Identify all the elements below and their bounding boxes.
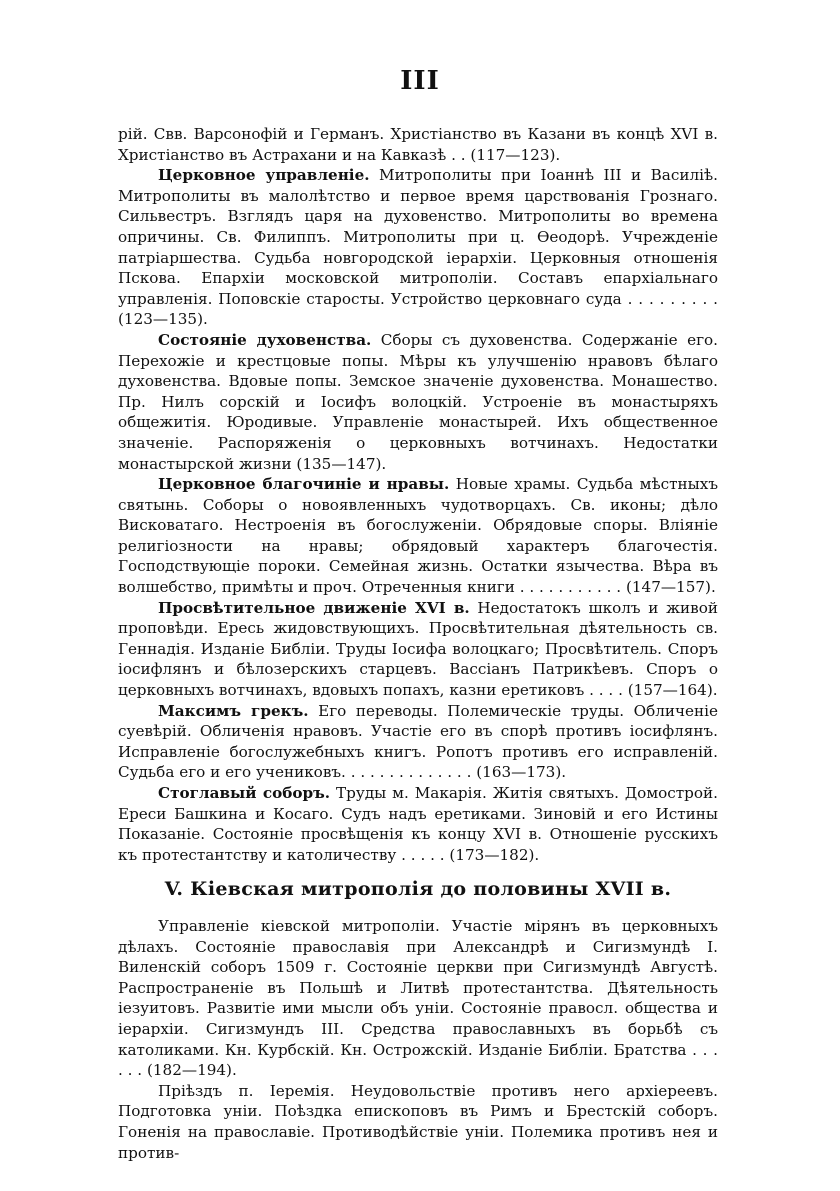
toc-paragraph bbox=[118, 124, 718, 165]
paragraph-text: Недостатокъ школъ и живой проповѣди. Ересь жидовствующихъ. Просвѣтительная дѣятельность св. Геннадія. Изданіе Библіи. Труды Іосифа волоцкаго; Просвѣтитель. Споръ іосифлянъ и бѣлозерскихъ старцевъ. Вассіанъ Патрикѣевъ. Споръ о церковныхъ вотчинахъ, вдовыхъ попахъ, казни еретиковъ . . . . bbox=[118, 598, 718, 700]
paragraph-text: Его переводы. Полемическіе труды. Обличеніе суевѣрій. Обличенія нравовъ. Участіе его въ спорѣ противъ іосифлянъ. Исправленіе богослужебныхъ книгъ. Ропотъ противъ его исправленій. Судьба его и его учениковъ. . . . . . . . . . . . . . bbox=[118, 701, 718, 782]
paragraph-text: Митрополиты при Іоаннѣ III и Василіѣ. Митрополиты въ малолѣтство и первое время царствованія Грознаго. Сильвестръ. Взглядъ царя на духовенство. Митрополиты во времена опричины. Св. Филиппъ. Митрополиты при ц. Өеодорѣ. Учрежденіе патріаршества. Судьба новгородской іерархіи. Церковныя отношенія Пскова. Епархіи московской митрополіи. Составъ епархіальнаго управленія. Поповскіе старосты. Устройство церковнаго суда . . . . . . . . . bbox=[118, 166, 718, 308]
table-of-contents bbox=[118, 124, 718, 1163]
toc-paragraph bbox=[118, 701, 718, 783]
paragraph-title: Максимъ грекъ. bbox=[158, 701, 309, 720]
toc-paragraph bbox=[118, 330, 718, 474]
page-range: (157—164). bbox=[627, 681, 718, 700]
toc-paragraph bbox=[118, 916, 718, 1081]
toc-paragraph bbox=[118, 1081, 718, 1163]
toc-paragraph bbox=[118, 598, 718, 701]
page-range: (117—123). bbox=[470, 145, 561, 164]
paragraph-title: Церковное благочиніе и нравы. bbox=[158, 475, 450, 494]
page-range: (163—173). bbox=[476, 763, 567, 782]
page-range: (135—147). bbox=[296, 454, 387, 473]
paragraph-title: Церковное управленіе. bbox=[158, 166, 370, 185]
paragraph-text: Новые храмы. Судьба мѣстныхъ святынь. Соборы о новоявленныхъ чудотворцахъ. Св. иконы; дѣло Висковатаго. Нестроенія въ богослуженіи. Обрядовые споры. Вліяніе религіозности на нравы; обрядовый характеръ благочестія. Господствующіе пороки. Семейная жизнь. Остатки язычества. Вѣра въ волшебство, примѣты и проч. Отреченныя книги . . . . . . . . . . . bbox=[118, 475, 718, 597]
paragraph-text: Управленіе кіевской митрополіи. Участіе мірянъ въ церковныхъ дѣлахъ. Состояніе православія при Александрѣ и Сигизмундѣ I. Виленскій соборъ 1509 г. Состояніе церкви при Сигизмундѣ Августѣ. Распространеніе въ Польшѣ и Литвѣ протестантства. Дѣятельность іезуитовъ. Развитіе ими мысли объ уніи. Состояніе правосл. общества и іерархіи. Сигизмундъ III. Средства православныхъ въ борьбѣ съ католиками. Кн. Курбскій. Кн. Острожскій. Изданіе Библіи. Братства . . . . . . bbox=[118, 916, 718, 1080]
paragraph-text: Сборы съ духовенства. Содержаніе его. Перехожіе и крестцовые попы. Мѣры къ улучшенію нравовъ бѣлаго духовенства. Вдовые попы. Земское значеніе духовенства. Монашество. Пр. Нилъ сорскій и Іосифъ волоцкій. Устроеніе въ монастыряхъ общежитія. Юродивые. Управленіе монастырей. Ихъ общественное значеніе. Распоряженія о церковныхъ вотчинахъ. Недостатки монастырской жизни bbox=[118, 330, 718, 473]
paragraph-text: Труды м. Макарія. Житія святыхъ. Домострой. Ереси Башкина и Косаго. Судъ надъ еретиками. Зиновій и его Истины Показаніе. Состояніе просвѣщенія къ концу XVI в. Отношеніе русскихъ къ протестантству и католичеству . . . . . bbox=[118, 784, 719, 864]
toc-paragraph bbox=[118, 474, 718, 598]
paragraph-text: Пріѣздъ п. Іеремія. Неудовольствіе противъ него архіереевъ. Подготовка уніи. Поѣздка епископовъ въ Римъ и Брестскій соборъ. Гоненія на православіе. Противодѣйствіе уніи. Полемика противъ нея и против- bbox=[118, 1081, 718, 1162]
paragraph-title: Просвѣтительное движеніе XVI в. bbox=[158, 598, 470, 617]
toc-paragraph bbox=[118, 165, 718, 330]
page-range: (123—135). bbox=[118, 310, 208, 329]
toc-paragraph bbox=[118, 783, 718, 865]
paragraph-text: рій. Свв. Варсонофій и Германъ. Христіанство въ Казани въ концѣ XVI в. Христіанство въ Астрахани и на Кавказѣ . . bbox=[118, 125, 718, 164]
page-range: (182—194). bbox=[146, 1061, 237, 1080]
paragraph-title: Стоглавый соборъ. bbox=[158, 784, 331, 802]
section-heading: V. Кіевская митрополія до половины XVII в. bbox=[164, 878, 672, 901]
page-range: (173—182). bbox=[449, 845, 540, 864]
page-range: (147—157). bbox=[625, 578, 716, 597]
page-number: III bbox=[400, 66, 440, 96]
paragraph-title: Состояніе духовенства. bbox=[158, 330, 372, 349]
